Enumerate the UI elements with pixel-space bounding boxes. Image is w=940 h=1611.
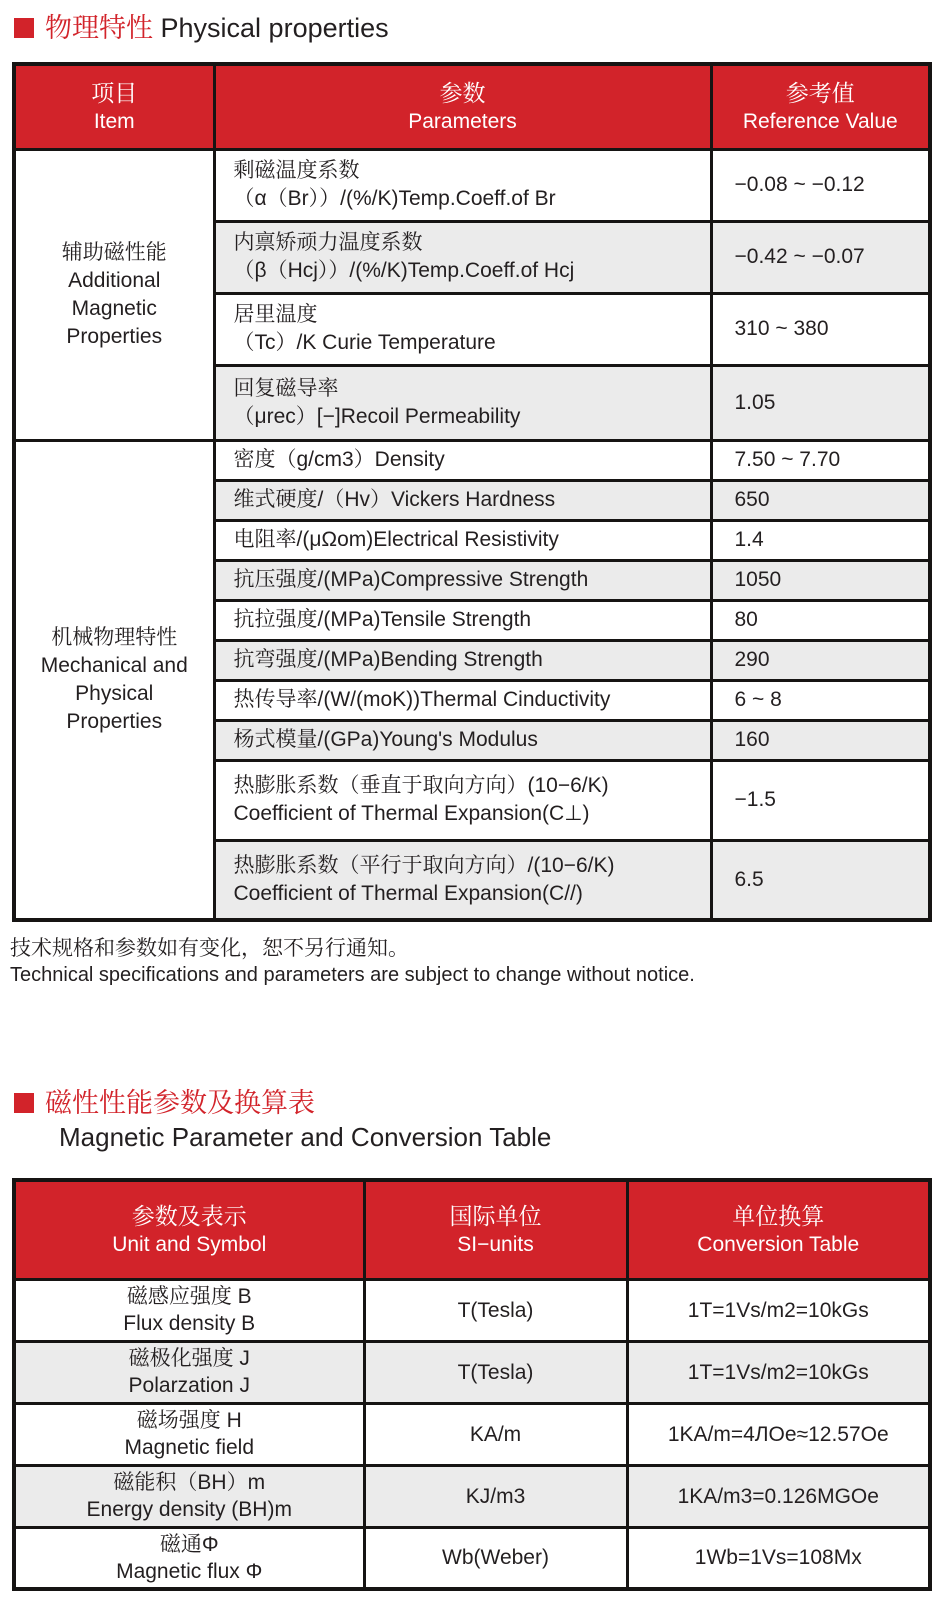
group-label-zh: 辅助磁性能 <box>61 240 167 264</box>
param-line2: （μrec）[−]Recoil Permeability <box>233 404 521 428</box>
group-cell-mechanical-physical <box>14 440 214 920</box>
header-si-units-en: SI−units <box>457 1233 534 1257</box>
value-cell: 160 <box>711 720 930 760</box>
symbol-zh: 磁场强度 H <box>136 1409 242 1432</box>
param-cell: 热传导率/(W/(moK))Thermal Cinductivity <box>214 680 711 720</box>
conversion-cell: 1T=1Vs/m2=10kGs <box>627 1279 930 1341</box>
table-row <box>14 1341 930 1403</box>
table-row <box>14 1403 930 1465</box>
symbol-en: Flux density B <box>123 1312 256 1335</box>
header-parameters-zh: 参数 <box>439 80 486 107</box>
note-en: Technical specifications and parameters are subject to change without notice. <box>10 964 695 986</box>
symbol-zh: 磁能积（BH）m <box>113 1471 266 1494</box>
value-cell: −0.42 ~ −0.07 <box>711 221 930 293</box>
header-parameters-en: Parameters <box>408 110 517 134</box>
value-cell: 650 <box>711 480 930 520</box>
header-si-units-zh: 国际单位 <box>449 1203 542 1230</box>
physical-properties-table <box>12 62 932 922</box>
param-line1: 居里温度 <box>233 303 318 326</box>
disclaimer-note <box>10 936 940 988</box>
symbol-en: Magnetic flux Φ <box>116 1559 263 1583</box>
conversion-cell: 1KA/m3=0.126MGOe <box>627 1465 930 1527</box>
symbol-cell <box>14 1403 364 1465</box>
group-cell-additional-magnetic <box>14 149 214 440</box>
symbol-cell <box>14 1341 364 1403</box>
symbol-cell <box>14 1279 364 1341</box>
param-cell: 抗弯强度/(MPa)Bending Strength <box>214 640 711 680</box>
note-zh: 技术规格和参数如有变化，恕不另行通知。 <box>10 937 409 960</box>
header-conversion-zh: 单位换算 <box>732 1203 825 1230</box>
value-cell: 7.50 ~ 7.70 <box>711 440 930 480</box>
table-header-row <box>14 64 930 149</box>
si-unit-cell: T(Tesla) <box>364 1341 627 1403</box>
param-cell: 维式硬度/（Hv）Vickers Hardness <box>214 480 711 520</box>
si-unit-cell: T(Tesla) <box>364 1279 627 1341</box>
param-cell: 抗拉强度/(MPa)Tensile Strength <box>214 600 711 640</box>
header-conversion-en: Conversion Table <box>697 1233 860 1257</box>
magnetic-conversion-table <box>12 1178 932 1591</box>
param-line1: 剩磁温度系数 <box>233 159 360 182</box>
symbol-zh: 磁通Φ <box>159 1532 219 1556</box>
group-label-en: Additional Magnetic Properties <box>66 268 163 348</box>
value-cell: 6 ~ 8 <box>711 680 930 720</box>
header-cell-si-units <box>364 1180 627 1279</box>
value-cell: 310 ~ 380 <box>711 293 930 365</box>
param-cell: 杨式模量/(GPa)Young's Modulus <box>214 720 711 760</box>
symbol-en: Polarzation J <box>128 1374 250 1397</box>
header-unit-symbol-en: Unit and Symbol <box>112 1233 267 1257</box>
table-row <box>14 1465 930 1527</box>
param-cell <box>214 840 711 920</box>
symbol-en: Energy density (BH)m <box>86 1498 292 1521</box>
param-line2: （α（Br））/(%/K)Temp.Coeff.of Br <box>233 187 556 210</box>
param-cell <box>214 221 711 293</box>
symbol-zh: 磁极化强度 J <box>128 1347 250 1370</box>
section-title-zh: 物理特性 <box>45 13 153 43</box>
symbol-zh: 磁感应强度 B <box>126 1285 252 1308</box>
section-title-en: Physical properties <box>160 13 389 43</box>
table-row <box>14 1279 930 1341</box>
red-square-icon <box>14 18 34 38</box>
table-row <box>14 149 930 221</box>
param-cell <box>214 760 711 840</box>
header-item-en: Item <box>93 110 135 134</box>
header-cell-parameters <box>214 64 711 149</box>
symbol-en: Magnetic field <box>124 1436 255 1459</box>
header-item-zh: 项目 <box>91 80 138 107</box>
param-line2: （β（Hcj））/(%/K)Temp.Coeff.of Hcj <box>233 259 575 282</box>
symbol-cell <box>14 1527 364 1589</box>
table-row <box>14 1527 930 1589</box>
header-reference-zh: 参考值 <box>785 80 855 107</box>
conversion-cell: 1KA/m=4ЛOe≈12.57Oe <box>627 1403 930 1465</box>
header-cell-unit-symbol <box>14 1180 364 1279</box>
group-label-zh: 机械物理特性 <box>51 625 178 649</box>
header-cell-conversion <box>627 1180 930 1279</box>
param-line2: （Tc）/K Curie Temperature <box>233 331 496 354</box>
header-cell-item <box>14 64 214 149</box>
param-cell <box>214 293 711 365</box>
param-cell: 抗压强度/(MPa)Compressive Strength <box>214 560 711 600</box>
param-cell: 电阻率/(μΩom)Electrical Resistivity <box>214 520 711 560</box>
section-title-en: Magnetic Parameter and Conversion Table <box>59 1122 552 1152</box>
red-square-icon <box>14 1093 34 1113</box>
param-cell: 密度（g/cm3）Density <box>214 440 711 480</box>
si-unit-cell: KJ/m3 <box>364 1465 627 1527</box>
value-cell: −0.08 ~ −0.12 <box>711 149 930 221</box>
value-cell: −1.5 <box>711 760 930 840</box>
value-cell: 1.4 <box>711 520 930 560</box>
conversion-cell: 1Wb=1Vs=108Mx <box>627 1527 930 1589</box>
header-reference-en: Reference Value <box>742 110 898 134</box>
param-line1: 内禀矫顽力温度系数 <box>233 231 423 254</box>
table-header-row <box>14 1180 930 1279</box>
si-unit-cell: Wb(Weber) <box>364 1527 627 1589</box>
param-cell <box>214 149 711 221</box>
header-unit-symbol-zh: 参数及表示 <box>131 1203 247 1230</box>
param-cell <box>214 365 711 440</box>
param-line1: 回复磁导率 <box>233 376 339 400</box>
value-cell: 1.05 <box>711 365 930 440</box>
value-cell: 1050 <box>711 560 930 600</box>
param-line2: Coefficient of Thermal Expansion(C//) <box>233 881 583 905</box>
header-cell-reference <box>711 64 930 149</box>
symbol-cell <box>14 1465 364 1527</box>
value-cell: 6.5 <box>711 840 930 920</box>
conversion-cell: 1T=1Vs/m2=10kGs <box>627 1341 930 1403</box>
physical-properties-title <box>14 10 940 46</box>
param-line1: 热膨胀系数（平行于取向方向）/(10−6/K) <box>233 853 615 877</box>
value-cell: 290 <box>711 640 930 680</box>
param-line1: 热膨胀系数（垂直于取向方向）(10−6/K) <box>233 774 609 797</box>
section-title-zh: 磁性性能参数及换算表 <box>45 1088 315 1118</box>
si-unit-cell: KA/m <box>364 1403 627 1465</box>
table-row <box>14 440 930 480</box>
group-label-en: Mechanical and Physical Properties <box>40 653 188 733</box>
value-cell: 80 <box>711 600 930 640</box>
param-line2: Coefficient of Thermal Expansion(C⊥) <box>233 802 590 825</box>
conversion-table-title <box>14 1085 940 1153</box>
